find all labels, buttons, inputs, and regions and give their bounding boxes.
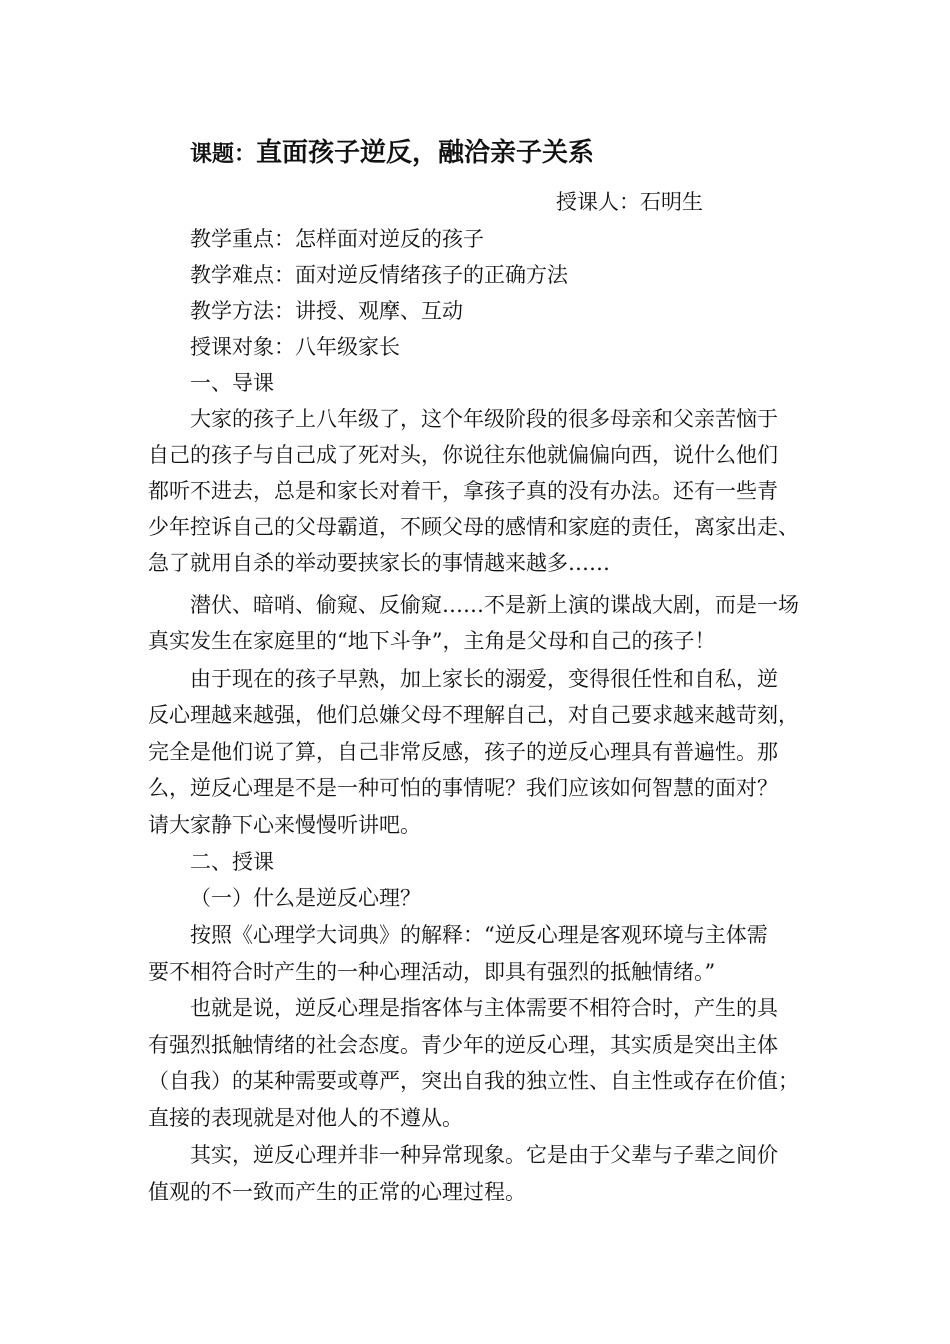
title-main: 直面孩子逆反，融洽亲子关系 bbox=[256, 138, 595, 168]
meta-method: 教学方法：讲授、观摩、互动 bbox=[190, 299, 463, 323]
text-line: 由于现在的孩子早熟，加上家长的溺爱，变得很任性和自私，逆 bbox=[190, 667, 778, 691]
meta-difficulty: 教学难点：面对逆反情绪孩子的正确方法 bbox=[190, 263, 568, 287]
text-line: 么，逆反心理是不是一种可怕的事情呢？我们应该如何智慧的面对？ bbox=[148, 776, 778, 800]
text-line: 都听不进去，总是和家长对着干，拿孩子真的没有办法。还有一些青 bbox=[148, 479, 778, 503]
text-line: 真实发生在家庭里的“地下斗争”，主角是父母和自己的孩子！ bbox=[148, 629, 716, 653]
text-line: 值观的不一致而产生的正常的心理过程。 bbox=[148, 1180, 526, 1204]
text-line: 大家的孩子上八年级了，这个年级阶段的很多母亲和父亲苦恼于 bbox=[190, 407, 778, 431]
text-line: 有强烈抵触情绪的社会态度。青少年的逆反心理，其实质是突出主体 bbox=[148, 1033, 778, 1057]
text-line: 请大家静下心来慢慢听讲吧。 bbox=[148, 813, 421, 837]
text-line: 完全是他们说了算，自己非常反感，孩子的逆反心理具有普遍性。那 bbox=[148, 740, 778, 764]
text-line: 其实，逆反心理并非一种异常现象。它是由于父辈与子辈之间价 bbox=[190, 1143, 778, 1167]
meta-audience: 授课对象：八年级家长 bbox=[190, 335, 400, 359]
text-line: 自己的孩子与自己成了死对头，你说往东他就偏偏向西，说什么他们 bbox=[148, 443, 778, 467]
page-title bbox=[190, 132, 594, 169]
meta-focus: 教学重点：怎样面对逆反的孩子 bbox=[190, 227, 484, 251]
title-prefix: 课题： bbox=[190, 141, 257, 167]
text-line: 按照《心理学大词典》的解释：“逆反心理是客观环境与主体需 bbox=[190, 923, 768, 947]
text-line: （自我）的某种需要或尊严，突出自我的独立性、自主性或存在价值； bbox=[148, 1069, 799, 1093]
text-line: 少年控诉自己的父母霸道，不顾父母的感情和家庭的责任，离家出走、 bbox=[148, 515, 799, 539]
text-line: 反心理越来越强，他们总嫌父母不理解自己，对自己要求越来越苛刻， bbox=[148, 703, 799, 727]
section-heading-lecture: 二、授课 bbox=[190, 850, 274, 874]
teacher-line: 授课人：石明生 bbox=[556, 190, 703, 214]
text-line: 潜伏、暗哨、偷窥、反偷窥……不是新上演的谍战大剧，而是一场 bbox=[190, 593, 799, 617]
section-heading-intro: 一、导课 bbox=[190, 371, 274, 395]
text-line: 要不相符合时产生的一种心理活动，即具有强烈的抵触情绪。” bbox=[148, 960, 716, 984]
text-line: 急了就用自杀的举动要挟家长的事情越来越多…… bbox=[148, 551, 610, 575]
text-line: 直接的表现就是对他人的不遵从。 bbox=[148, 1106, 463, 1130]
subsection-heading: （一）什么是逆反心理？ bbox=[190, 886, 421, 910]
text-line: 也就是说，逆反心理是指客体与主体需要不相符合时，产生的具 bbox=[190, 996, 778, 1020]
